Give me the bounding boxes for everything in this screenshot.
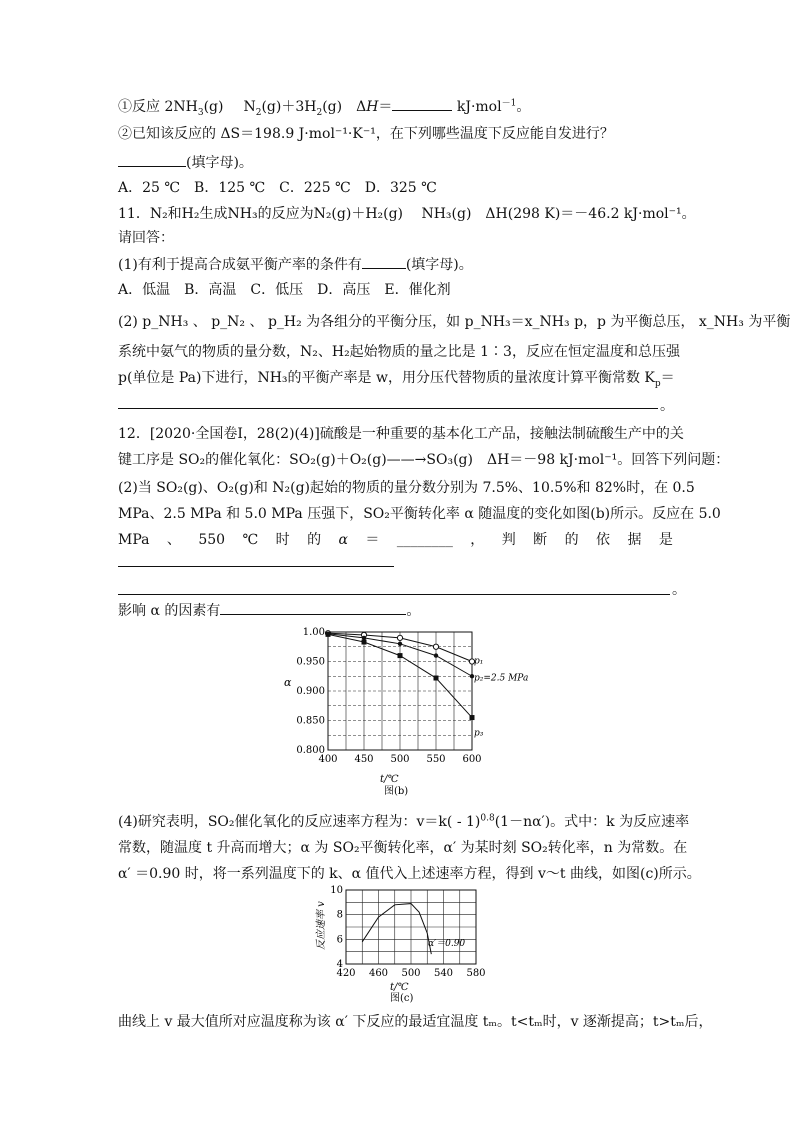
q12-line1: 12．[2020·全国卷Ⅰ，28(2)(4)]硫酸是一种重要的基本化工产品，接触法制硫酸生产中的关 <box>118 426 684 442</box>
x-tick-label: 500 <box>390 754 410 765</box>
blank <box>118 152 186 167</box>
data-point <box>397 635 402 640</box>
chart-c-grid <box>346 890 476 964</box>
x-tick-label: 600 <box>462 754 482 765</box>
data-point <box>434 653 438 657</box>
chart-c-xlabel: t/℃ <box>390 982 409 993</box>
x-tick-label: 550 <box>426 754 446 765</box>
q12-last-line: 曲线上 v 最大值所对应温度称为该 α′ 下反应的最适宜温度 tₘ。t<tₘ时，v 逐渐提高；t>tₘ后， <box>118 1014 713 1030</box>
data-point <box>362 640 367 645</box>
q11-options: A．低温 B．高温 C．低压 D．高压 E．催化剂 <box>118 282 451 298</box>
y-tick-label: 8 <box>336 909 343 921</box>
x-tick-label: 420 <box>336 968 356 979</box>
y-tick-label: 0.800 <box>296 745 325 756</box>
answer-line <box>118 408 658 409</box>
q12-line8: 影响 α 的因素有 。 <box>118 600 420 621</box>
q11-end: 。 <box>660 398 674 414</box>
y-tick-label: 1.00 <box>302 627 325 638</box>
q12-p4-line2: 常数，随温度 t 升高而增大；α 为 SO₂平衡转化率，α′ 为某时刻 SO₂转化率，n 为常数。在 <box>118 840 688 856</box>
chart-b-xlabel: t/℃ <box>380 774 399 785</box>
chart-b-caption: 图(b) <box>384 786 409 797</box>
data-point <box>398 642 402 646</box>
x-tick-label: 450 <box>354 754 374 765</box>
y-tick-label: 4 <box>336 959 343 970</box>
answer-line <box>118 566 394 567</box>
chart-c-annotation: α′＝0.90 <box>428 939 466 949</box>
q10-options: A．25 ℃ B．125 ℃ C．225 ℃ D．325 ℃ <box>118 180 437 196</box>
chart-c-ylabel: 反应速率 v <box>316 901 327 950</box>
chart-c <box>306 878 506 1008</box>
blank <box>362 254 406 269</box>
q12-line3: (2)当 SO₂(g)、O₂(g)和 N₂(g)起始的物质的量分数分别为 7.5%、10.5%和 82%时，在 0.5 <box>118 480 695 496</box>
data-point <box>398 653 403 658</box>
q10-line3: (填字母)。 <box>118 152 253 173</box>
blank <box>392 96 452 111</box>
chart-b-ylabel: α <box>284 676 292 689</box>
y-tick-label: 0.950 <box>296 656 325 668</box>
q12-line7-end: 。 <box>672 582 686 598</box>
q10-line2: ②已知该反应的 ΔS＝198.9 J·mol⁻¹·K⁻¹，在下列哪些温度下反应能自发进行？ <box>118 126 614 142</box>
chart-c-caption: 图(c) <box>390 993 414 1004</box>
x-tick-label: 500 <box>401 968 421 979</box>
q12-line5: MPa 、 550 ℃ 时 的 α ＝ ________ ， 判 断 的 依 据 是 <box>118 532 673 548</box>
series-label: p₂=2.5 MPa <box>474 673 529 684</box>
data-point <box>433 644 438 649</box>
q11-line3: (1)有利于提高合成氨平衡产率的条件有 (填字母)。 <box>118 254 473 275</box>
y-tick-label: 0.850 <box>296 715 325 727</box>
series-label: p₃ <box>474 728 484 739</box>
chart-b-grid <box>328 632 472 750</box>
x-tick-label: 400 <box>318 754 338 765</box>
q11-line6: 系统中氨气的物质的量分数，N₂、H₂起始物质的量之比是 1∶3，反应在恒定温度和总压强 <box>118 344 680 360</box>
answer-line <box>118 594 670 595</box>
q10-line1: ①反应 $2NH_3(g)$ $N_2(g)+3H_2(g)$ ΔH＝ kJ·mol$^{-1}$。 <box>118 96 530 117</box>
q12-line2: 键工序是 SO₂的催化氧化：SO₂(g)＋O₂(g)——→SO₃(g) ΔH＝－98 kJ·mol⁻¹。回答下列问题： <box>118 452 730 468</box>
data-point <box>362 636 366 640</box>
q11-line7: p(单位是 Pa)下进行，NH₃的平衡产率是 w，用分压代替物质的量浓度计算平衡常数 $K_p=$ <box>118 370 675 389</box>
data-point <box>470 715 475 720</box>
series-line <box>362 904 431 955</box>
q11-line1: 11．N₂和H₂生成NH₃的反应为N₂(g)＋H₂(g) NH₃(g) ΔH(298 K)＝－46.2 kJ·mol⁻¹。 <box>118 206 696 222</box>
chart-b <box>282 622 532 808</box>
series-label: p₁ <box>474 656 484 667</box>
q12-line4: MPa、2.5 MPa 和 5.0 MPa 压强下，SO₂平衡转化率 α 随温度的变化如图(b)所示。反应在 5.0 <box>118 506 721 522</box>
data-point <box>434 676 439 681</box>
q12-p4-line3: α′ ＝0.90 时，将一系列温度下的 k、α 值代入上述速率方程，得到 v～t 曲线，如图(c)所示。 <box>118 866 701 882</box>
x-tick-label: 580 <box>466 968 486 979</box>
q12-p4-line1: (4)研究表明，SO₂催化氧化的反应速率方程为：v＝k( - 1)$^{0.8}$(1－nα′)。式中：k 为反应速率 <box>118 813 690 830</box>
data-point <box>326 632 331 637</box>
x-tick-label: 460 <box>368 968 389 979</box>
q11-line2: 请回答： <box>118 230 174 246</box>
y-tick-label: 6 <box>336 934 343 946</box>
x-tick-label: 540 <box>433 968 454 979</box>
blank <box>220 600 406 615</box>
y-tick-label: 10 <box>330 885 343 896</box>
q11-line5: (2) p_NH₃ 、 p_N₂ 、 p_H₂ 为各组分的平衡分压，如 p_NH₃＝x_NH₃ p，p 为平衡总压， x_NH₃ 为平衡 <box>118 314 791 330</box>
y-tick-label: 0.900 <box>296 686 325 697</box>
